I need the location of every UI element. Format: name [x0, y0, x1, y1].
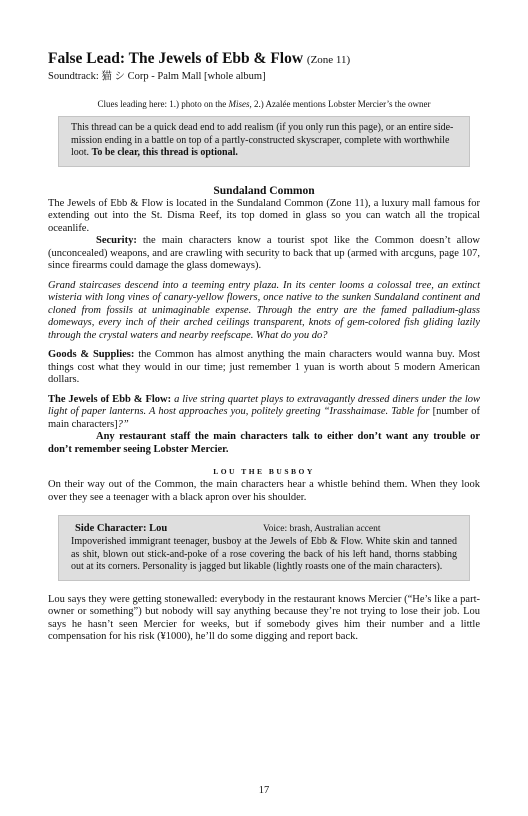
- optional-thread-note: [58, 116, 470, 167]
- page-title: [48, 50, 480, 69]
- side-character-card: [58, 515, 470, 581]
- side-character-header: [71, 523, 457, 536]
- jewels-italic-text: a live string quartet plays to extravagantly dressed diners under the low light of paper lanterns. A host approaches you, politely greeting “Irasshaimase. Table for: [48, 393, 480, 417]
- jewels-end-text: ?”: [117, 418, 129, 430]
- goods-label: Goods & Supplies:: [48, 349, 135, 360]
- soundtrack-label: Soundtrack:: [48, 71, 102, 82]
- busboy-intro: On their way out of the Common, the main characters hear a whistle behind them. When they look over they see a teenager with a black apron over his shoulder.: [48, 479, 480, 503]
- clues-suffix: 2.) Azalée mentions Lobster Mercier’s the owner: [251, 99, 431, 109]
- goods-paragraph: [48, 349, 480, 387]
- side-character-description: Impoverished immigrant teenager, busboy at the Jewels of Ebb & Flow. White skin and tanned as shit, blown out stick-and-poke of a rose covering the back of his left hand, thorns stabbing out at its corners. Personality is jagged but likable (lightly roasts one of the main characters).: [71, 536, 457, 572]
- soundtrack-line: [48, 70, 480, 83]
- page-number: 17: [258, 785, 270, 796]
- jewels-plain-text: [number of main characters]: [48, 406, 480, 430]
- security-paragraph: [48, 235, 480, 273]
- zone-label: (Zone 11): [306, 54, 351, 66]
- staff-line-text: Any restaurant staff the main characters talk to either don’t want any trouble or don’t remember seeing Lobster Mercier.: [48, 431, 480, 455]
- jewels-paragraph: [48, 394, 480, 432]
- side-character-voice: Voice: brash, Australian accent: [263, 524, 381, 534]
- soundtrack-title: 猫 シ Corp - Palm Mall: [101, 71, 202, 82]
- title-text: False Lead: The Jewels of Ebb & Flow: [48, 50, 304, 67]
- goods-text: the Common has almost anything the main characters would wanna buy. Most things cost what they would in our time; just remember 1 yuan is worth about 5 modern American dollars.: [48, 349, 480, 385]
- clues-prefix: Clues leading here: 1.) photo on the: [97, 99, 229, 109]
- jewels-label: The Jewels of Ebb & Flow:: [48, 393, 172, 405]
- security-label: Security:: [96, 235, 137, 246]
- clues-ship-name: Mises,: [228, 99, 252, 109]
- staff-line: [48, 431, 480, 456]
- intro-paragraph: The Jewels of Ebb & Flow is located in the Sundaland Common (Zone 11), a luxury mall famous for extending out into the St. Disma Reef, its top domed in glass so you can watch all the tropical oceanlife.: [48, 197, 480, 234]
- scene-description: Grand staircases descend into a teeming entry plaza. In its center looms a colossal tree, an extinct wisteria with long vines of canary-yellow flowers, once native to the sunken Sundaland continent and cloned from fossils at unimaginable expense. Through the entry are the famed palladium-glass domeways, every inch of their arched ceilings transparent, knots of gem-colored fish gliding lazily through the crystal waters and nearby reefscape. What do you do?: [48, 279, 480, 341]
- section-heading: Sundaland Common: [213, 184, 315, 197]
- page-content: [48, 50, 480, 644]
- clues-line: [48, 98, 480, 110]
- soundtrack-note: [whole album]: [204, 71, 266, 82]
- note-bold-text: To be clear, this thread is optional.: [91, 147, 238, 158]
- side-character-label: Side Character: Lou: [75, 523, 168, 534]
- busboy-outro: Lou says they were getting stonewalled: everybody in the restaurant knows Mercier (“He’s like a part-owner or something”) but nobody will say anything because they’re not trying to lose their job. Lou says he hasn’t seen Mercier for weeks, but if somebody gives him their number and a little compensation for his risk (¥1000), he’ll do some digging and report back.: [48, 593, 480, 642]
- security-text: the main characters know a tourist spot like the Common doesn’t allow (unconcealed) weapons, and are crawling with security to back that up (armed with arcguns, page 107, since firearms could damage the glass domeways).: [48, 235, 480, 271]
- busboy-heading: LOU THE BUSBOY: [213, 467, 315, 476]
- note-text: This thread can be a quick dead end to add realism (if you only run this page), or an entire side-mission ending in a battle on top of a partly-constructed skyscraper, complete with worthwhile loot.: [71, 122, 454, 158]
